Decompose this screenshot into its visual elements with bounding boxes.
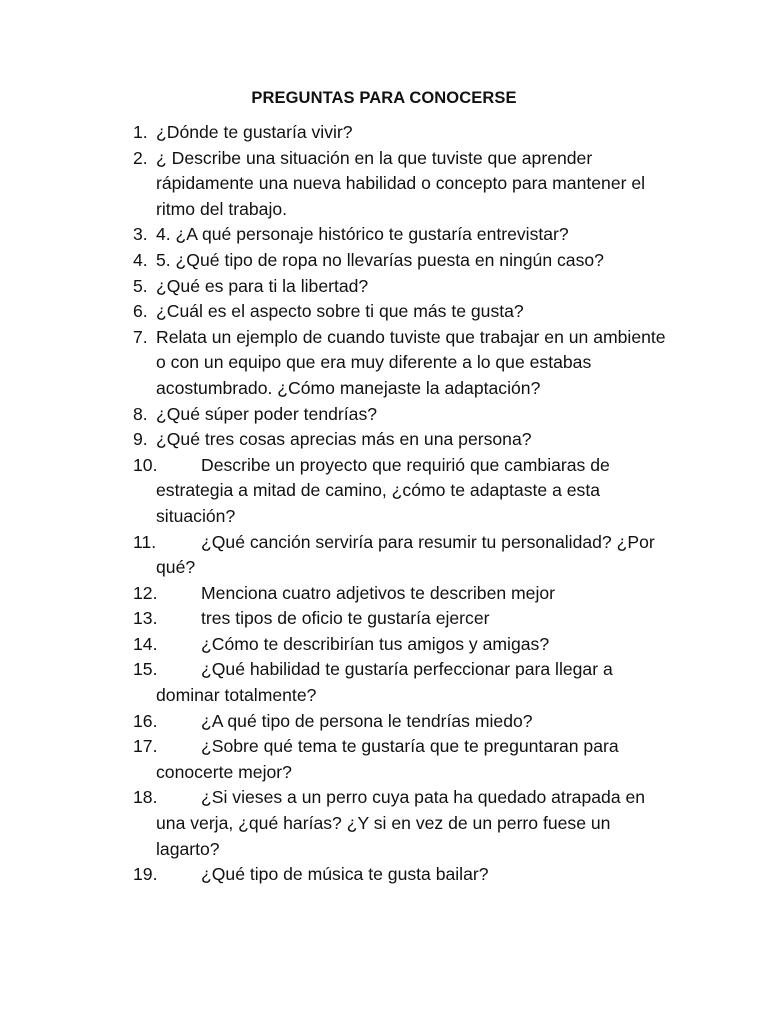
list-item [0,632,768,658]
list-item [0,530,768,581]
list-item [0,427,768,453]
question-number: 15. [133,659,158,680]
question-number: 1. [133,122,148,142]
question-text: ¿Qué habilidad te gustaría perfeccionar para llegar a dominar totalmente? [156,659,613,706]
question-text: Relata un ejemplo de cuando tuviste que trabajar en un ambiente o con un equipo que era muy diferente a lo que estabas acostumbrado. ¿Cómo manejaste la adaptación? [156,326,666,398]
question-number: 16. [133,710,158,731]
list-item [0,581,768,607]
list-item [0,785,768,862]
question-number: 6. [133,301,148,322]
question-text: ¿Qué tres cosas aprecias más en una persona? [156,429,532,450]
list-item [0,862,768,888]
list-item [0,657,768,708]
list-item [0,734,768,785]
question-text: ¿Dónde te gustaría vivir? [156,122,353,142]
list-item [0,274,768,300]
question-number: 10. [133,454,158,475]
question-text: ¿Qué canción serviría para resumir tu personalidad? ¿Por qué? [156,531,655,578]
question-text: ¿Sobre qué tema te gustaría que te preguntaran para conocerte mejor? [156,736,619,782]
question-number: 7. [133,326,148,347]
question-number: 3. [133,224,148,245]
question-number: 11. [133,531,157,552]
list-item [0,146,768,223]
question-text: ¿Si vieses a un perro cuya pata ha quedado atrapada en una verja, ¿qué harías? ¿Y si en vez de un perro fuese un lagarto? [156,787,646,859]
question-text: tres tipos de oficio te gustaría ejercer [201,608,490,629]
list-item [0,222,768,248]
question-number: 8. [133,403,148,424]
list-item [0,606,768,632]
question-number: 4. [133,249,148,270]
question-text: ¿Qué súper poder tendrías? [156,403,378,424]
list-item [0,299,768,325]
list-item [0,453,768,530]
question-number: 12. [133,582,158,603]
question-number: 13. [133,608,158,629]
list-item [0,709,768,735]
question-number: 2. [133,147,148,168]
question-number: 17. [133,736,158,757]
list-item [0,248,768,274]
question-text: ¿ Describe una situación en la que tuviste que aprender rápidamente una nueva habilidad o concepto para mantener el ritmo del trabajo. [156,147,646,219]
question-text: Menciona cuatro adjetivos te describen mejor [201,582,556,603]
question-text: 5. ¿Qué tipo de ropa no llevarías puesta en ningún caso? [156,249,604,270]
document-title: PREGUNTAS PARA CONOCERSE [251,89,517,107]
question-number: 14. [133,633,158,654]
question-text: ¿Qué tipo de música te gusta bailar? [201,864,489,885]
question-number: 9. [133,429,148,450]
list-item [0,325,768,402]
question-text: Describe un proyecto que requirió que cambiaras de estrategia a mitad de camino, ¿cómo te adaptaste a esta situación? [156,454,610,526]
question-text: ¿A qué tipo de persona le tendrías miedo? [201,710,533,731]
question-text: ¿Cuál es el aspecto sobre ti que más te gusta? [156,301,524,322]
list-item [0,120,768,146]
question-list [0,120,768,888]
question-text: 4. ¿A qué personaje histórico te gustaría entrevistar? [156,224,569,245]
question-text: ¿Cómo te describirían tus amigos y amigas? [201,633,550,654]
question-number: 19. [133,864,158,885]
question-text: ¿Qué es para ti la libertad? [156,275,369,296]
list-item [0,402,768,428]
question-number: 18. [133,787,158,808]
question-number: 5. [133,275,148,296]
